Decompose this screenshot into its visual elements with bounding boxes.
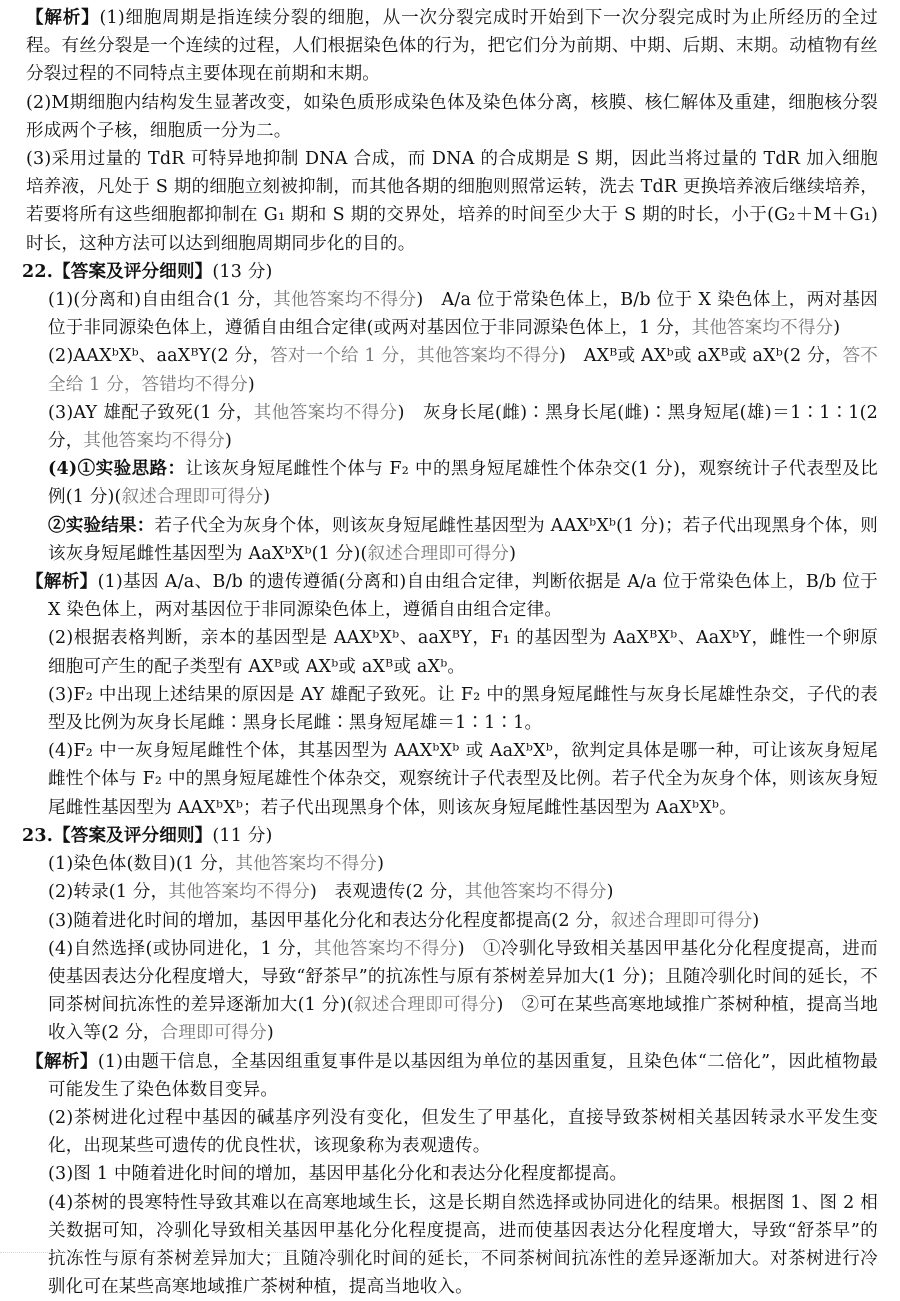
q22-analysis-4: (4)F₂ 中一灰身短尾雌性个体，其基因型为 AAXᵇXᵇ 或 AaXᵇXᵇ，欲判定具体是哪一种，可让该灰身短尾雌性个体与 F₂ 中的黑身短尾雄性个体杂交，观察统计子代表型及比例。若子代全为灰身个体，则该灰身短尾雌性基因型为 AAXᵇXᵇ；若子代出现黑身个体，则该灰身短尾雌性基因型为 AaXᵇXᵇ。 (48, 741, 878, 818)
q23-answer-4: (4)自然选择(或协同进化，1 分，其他答案均不得分) ①冷驯化导致相关基因甲基化分化程度提高，进而使基因表达分化程度增大，导致“舒茶早”的抗冻性与原有茶树差异加大(1 分)；且随冷驯化时间的延长，不同茶树间抗冻性的差异逐渐加大(1 分)(叙述合理即可得分) ②可在某些高寒地域推广茶树种植，提高当地收入等(2 分，合理即可得分) (48, 938, 878, 1044)
q23-heading: 23.【答案及评分细则】(11 分) (22, 825, 273, 846)
q21-jiexi-label: 【解析】 (26, 8, 100, 28)
q23-analysis-4: (4)茶树的畏寒特性导致其难以在高寒地域生长，这是长期自然选择或协同进化的结果。根据图 1、图 2 相关数据可知，冷驯化导致相关基因甲基化分化程度提高，进而使基因表达分化程度增大，导致“舒茶早”的抗冻性与原有茶树差异加大；且随冷驯化时间的延长，不同茶树间抗冻性的差异逐渐加大。对茶树进行冷驯化可在某些高寒地域推广茶树种植，提高当地收入。 (48, 1192, 878, 1298)
q23-analysis-2: (2)茶树进化过程中基因的碱基序列没有变化，但发生了甲基化，直接导致茶树相关基因转录水平发生变化，出现某些可遗传的优良性状，该现象称为表观遗传。 (48, 1107, 878, 1157)
q23-analysis-1: 【解析】(1)由题干信息，全基因组重复事件是以基因组为单位的基因重复，且染色体“二倍化”，因此植物最可能发生了染色体数目变异。 (26, 1051, 878, 1100)
q21-analysis-p2: (2)M期细胞内结构发生显著改变，如染色质形成染色体及染色体分离，核膜、核仁解体及重建，细胞核分裂形成两个子核，细胞质一分为二。 (26, 92, 878, 141)
footer-divider (0, 1252, 640, 1253)
q23-answer-2: (2)转录(1 分，其他答案均不得分) 表观遗传(2 分，其他答案均不得分) (48, 882, 614, 903)
q22-analysis-3: (3)F₂ 中出现上述结果的原因是 AY 雄配子致死。让 F₂ 中的黑身短尾雌性与灰身长尾雄性杂交，子代的表型及比例为灰身长尾雌∶黑身长尾雌∶黑身短尾雄＝1∶1∶1。 (48, 684, 878, 734)
q22-analysis-1: 【解析】(1)基因 A/a、B/b 的遗传遵循(分离和)自由组合定律，判断依据是 A/a 位于常染色体上，B/b 位于 X 染色体上，两对基因位于非同源染色体上，遵循自由组合定律。 (26, 572, 878, 621)
q22-answer-4: (4)①实验思路：让该灰身短尾雌性个体与 F₂ 中的黑身短尾雄性个体杂交(1 分)，观察统计子代表型及比例(1 分)(叙述合理即可得分) (48, 459, 878, 508)
q23-analysis-3: (3)图 1 中随着进化时间的增加，基因甲基化分化和表达分化程度都提高。 (48, 1164, 628, 1185)
q23-answer-1: (1)染色体(数目)(1 分，其他答案均不得分) (48, 854, 385, 875)
q21-analysis-p1: 【解析】(1)细胞周期是指连续分裂的细胞，从一次分裂完成时开始到下一次分裂完成时为止所经历的全过程。有丝分裂是一个连续的过程，人们根据染色体的行为，把它们分为前期、中期、后期、末期。动植物有丝分裂过程的不同特点主要体现在前期和末期。 (26, 8, 878, 85)
q23-answer-3: (3)随着进化时间的增加，基因甲基化分化和表达分化程度都提高(2 分，叙述合理即可得分) (48, 910, 760, 931)
q22-analysis-2: (2)根据表格判断，亲本的基因型是 AAXᵇXᵇ、aaXᴮY，F₁ 的基因型为 AaXᴮXᵇ、AaXᵇY，雌性一个卵原细胞可产生的配子类型有 AXᴮ或 AXᵇ或 aXᴮ或 aXᵇ。 (48, 628, 878, 677)
q22-heading: 22.【答案及评分细则】(13 分) (22, 261, 273, 282)
q22-answer-3: (3)AY 雄配子致死(1 分，其他答案均不得分) 灰身长尾(雌)∶黑身长尾(雌)∶黑身短尾(雄)＝1∶1∶1(2 分，其他答案均不得分) (48, 402, 878, 452)
q22-answer-1: (1)(分离和)自由组合(1 分，其他答案均不得分) A/a 位于常染色体上，B/b 位于 X 染色体上，两对基因位于非同源染色体上，遵循自由组合定律(或两对基因位于非同源染色体上，1 分，其他答案均不得分) (48, 290, 878, 339)
q22-answer-5: ②实验结果：若子代全为灰身个体，则该灰身短尾雌性基因型为 AAXᵇXᵇ(1 分)；若子代出现黑身个体，则该灰身短尾雌性基因型为 AaXᵇXᵇ(1 分)(叙述合理即可得分) (48, 515, 878, 564)
q22-answer-2: (2)AAXᵇXᵇ、aaXᴮY(2 分，答对一个给 1 分，其他答案均不得分) AXᴮ或 AXᵇ或 aXᴮ或 aXᵇ(2 分，答不全给 1 分，答错均不得分) (48, 346, 879, 395)
q21-analysis-p3: (3)采用过量的 TdR 可特异地抑制 DNA 合成，而 DNA 的合成期是 S 期，因此当将过量的 TdR 加入细胞培养液，凡处于 S 期的细胞立刻被抑制，而其他各期的细胞则照常运转，洗去 TdR 更换培养液后继续培养，若要将所有这些细胞都抑制在 G₁ 期和 S 期的交界处，培养的时间至少大于 S 期的时长，小于(G₂＋M＋G₁)时长，这种方法可以达到细胞周期同步化的目的。 (26, 149, 878, 254)
